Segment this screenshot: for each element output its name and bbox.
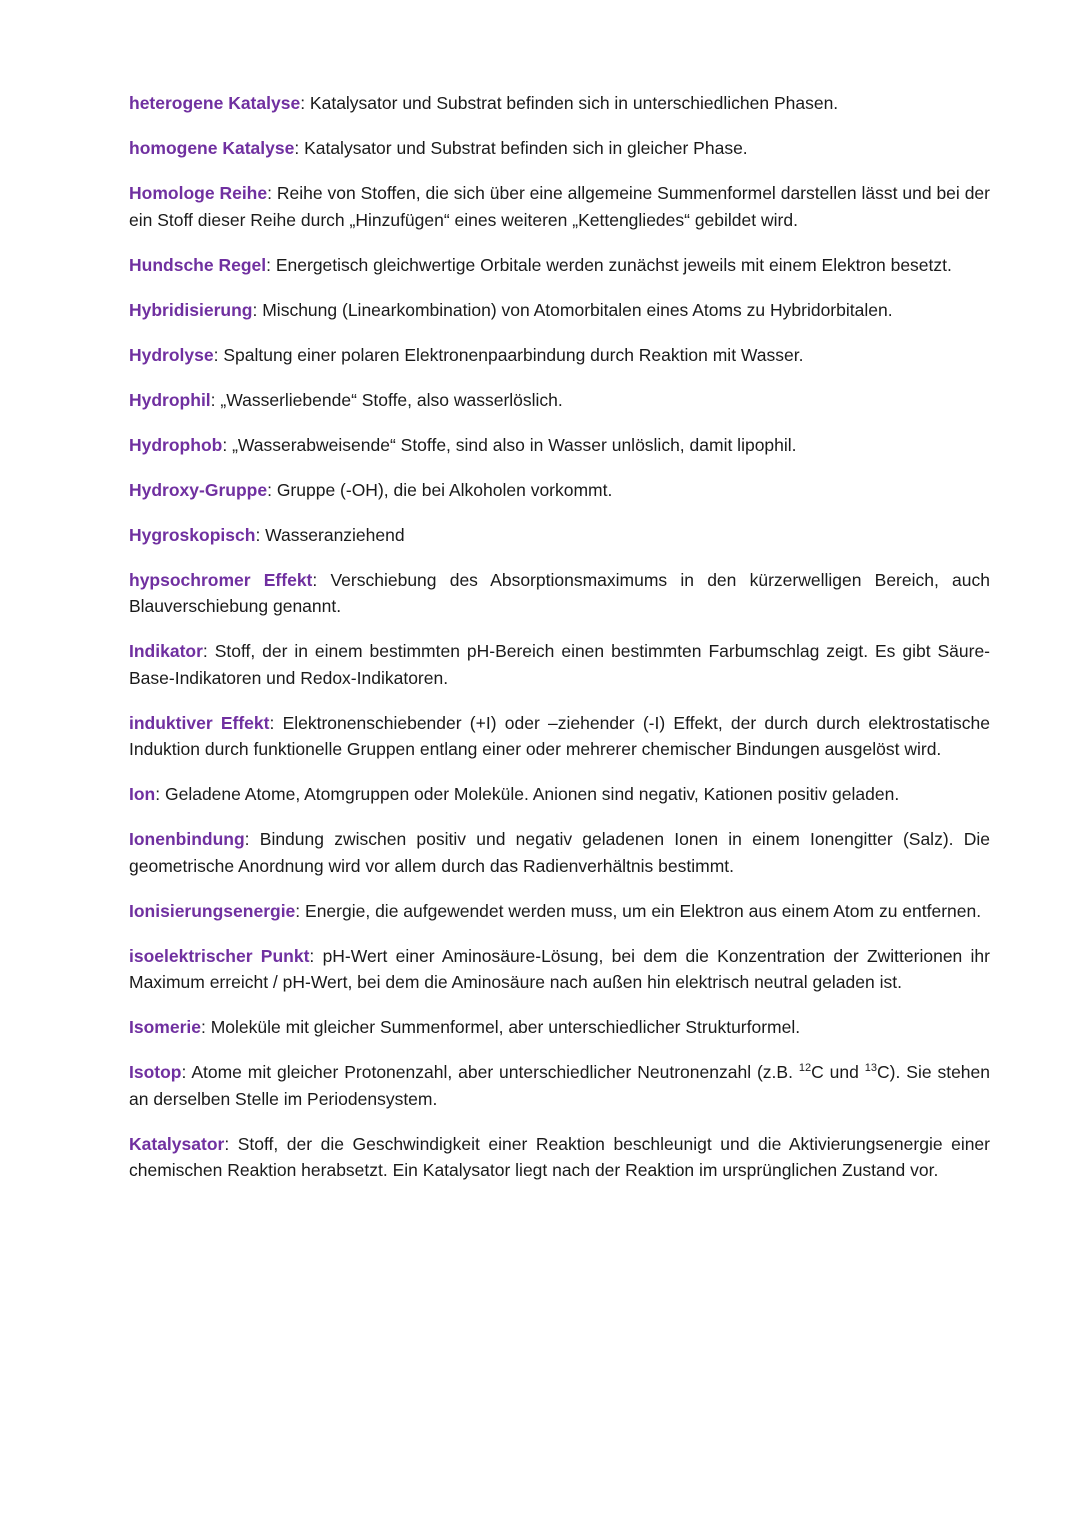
glossary-term: Hydroxy-Gruppe (129, 479, 268, 500)
glossary-entry: hypsochromer Effekt: Verschiebung des Absorptionsmaximums in den kürzerwelligen Bereich, auch Blauverschiebung genannt. (129, 569, 991, 616)
glossary-entry: homogene Katalyse: Katalysator und Substrat befinden sich in gleicher Phase. (129, 138, 748, 158)
glossary-term: Hydrolyse (129, 344, 214, 365)
glossary-definition-part: C). Sie stehen an derselben Stelle im Periodensystem. (129, 1062, 991, 1109)
glossary-term: Hundsche Regel (129, 254, 267, 275)
mass-number-superscript: 12 (798, 1062, 812, 1075)
glossary-entry: Ionenbindung: Bindung zwischen positiv und negativ geladenen Ionen in einem Ionengitter (Salz). Die geometrische Anordnung wird vor allem durch das Radienverhältnis bestimmt. (129, 829, 990, 876)
glossary-definition: Verschiebung des Absorptionsmaximums in den kürzerwelligen Bereich, auch Blauverschiebung genannt. (129, 569, 991, 616)
glossary-entry: Isomerie: Moleküle mit gleicher Summenformel, aber unterschiedlicher Strukturformel. (129, 1017, 801, 1037)
glossary-definition: „Wasserabweisende“ Stoffe, sind also in Wasser unlöslich, damit lipophil. (232, 434, 797, 455)
glossary-page (129, 90, 990, 1202)
glossary-definition: Bindung zwischen positiv und negativ geladenen Ionen in einem Ionengitter (Salz). Die geometrische Anordnung wird vor allem durch das Radienverhältnis bestimmt. (129, 829, 990, 876)
glossary-definition-part: C und (811, 1062, 865, 1082)
glossary-term: Indikator (129, 641, 203, 661)
glossary-entry: Ionisierungsenergie: Energie, die aufgewendet werden muss, um ein Elektron aus einem Atom zu entfernen. (129, 900, 982, 921)
glossary-term: Hydrophob (129, 434, 223, 455)
glossary-definition: Energetisch gleichwertige Orbitale werden zunächst jeweils mit einem Elektron besetzt. (275, 254, 952, 275)
glossary-term: induktiver Effekt (129, 712, 270, 733)
glossary-entry: Hygroskopisch: Wasseranziehend (129, 524, 405, 545)
glossary-term: Ion (129, 784, 156, 804)
glossary-entry: Katalysator: Stoff, der die Geschwindigkeit einer Reaktion beschleunigt und die Aktivierungsenergie einer chemischen Reaktion herabsetzt. Ein Katalysator liegt nach der Reaktion im ursprünglichen Zustand vor. (129, 1133, 990, 1180)
glossary-term: Isotop (129, 1062, 182, 1082)
glossary-definition: Moleküle mit gleicher Summenformel, aber unterschiedlicher Strukturformel. (210, 1017, 801, 1037)
glossary-term: Ionisierungsenergie (129, 900, 296, 921)
glossary-term: Katalysator (129, 1133, 225, 1154)
glossary-definition: Gruppe (-OH), die bei Alkoholen vorkommt. (276, 479, 613, 500)
mass-number-superscript: 13 (864, 1062, 878, 1075)
glossary-term: Hydrophil (129, 389, 211, 410)
glossary-term: heterogene Katalyse (129, 93, 301, 113)
glossary-term: Isomerie (129, 1017, 201, 1037)
glossary-entry: Hundsche Regel: Energetisch gleichwertige Orbitale werden zunächst jeweils mit einem Elektron besetzt. (129, 254, 952, 275)
glossary-definition: „Wasserliebende“ Stoffe, also wasserlöslich. (220, 389, 563, 410)
glossary-definition: Energie, die aufgewendet werden muss, um ein Elektron aus einem Atom zu entfernen. (305, 900, 982, 921)
glossary-definition-part: Atome mit gleicher Protonenzahl, aber unterschiedlicher Neutronenzahl (z.B. (191, 1062, 799, 1082)
glossary-definition: Wasseranziehend (265, 524, 405, 545)
glossary-term: hypsochromer Effekt (129, 569, 313, 590)
glossary-definition: Spaltung einer polaren Elektronenpaarbindung durch Reaktion mit Wasser. (223, 344, 804, 365)
glossary-term: homogene Katalyse (129, 138, 295, 158)
glossary-entry: Hydrolyse: Spaltung einer polaren Elektronenpaarbindung durch Reaktion mit Wasser. (129, 344, 804, 365)
glossary-definition: Elektronenschiebender (+I) oder –ziehender (-I) Effekt, der durch durch elektrostatische Induktion durch funktionelle Gruppen entlang einer oder mehrerer chemischer Bindungen ausgelöst wird. (129, 712, 990, 759)
glossary-entry: induktiver Effekt: Elektronenschiebender (+I) oder –ziehender (-I) Effekt, der durch durch elektrostatische Induktion durch funktionelle Gruppen entlang einer oder mehrerer chemischer Bindungen ausgelöst wird. (129, 712, 990, 759)
glossary-definition: Katalysator und Substrat befinden sich in gleicher Phase. (304, 138, 748, 158)
glossary-entry: Hydroxy-Gruppe: Gruppe (-OH), die bei Alkoholen vorkommt. (129, 479, 613, 500)
glossary-term: Hybridisierung (129, 299, 253, 320)
glossary-term: Hygroskopisch (129, 524, 256, 545)
glossary-term: Homologe Reihe (129, 183, 268, 203)
glossary-entry: Indikator: Stoff, der in einem bestimmten pH-Bereich einen bestimmten Farbumschlag zeigt. Es gibt Säure-Base-Indikatoren und Redox-Indikatoren. (129, 641, 991, 688)
glossary-definition: Stoff, der in einem bestimmten pH-Bereich einen bestimmten Farbumschlag zeigt. Es gibt Säure-Base-Indikatoren und Redox-Indikatoren. (129, 641, 991, 688)
glossary-definition: Reihe von Stoffen, die sich über eine allgemeine Summenformel darstellen lässt und bei der ein Stoff dieser Reihe durch „Hinzufügen“ eines weiteren „Kettengliedes“ gebildet wird. (129, 183, 990, 230)
glossary-entry: isoelektrischer Punkt: pH-Wert einer Aminosäure-Lösung, bei dem die Konzentration der Zwitterionen ihr Maximum erreicht / pH-Wert, bei dem die Aminosäure nach außen hin elektrisch neutral geladen ist. (129, 945, 990, 992)
glossary-definition: Mischung (Linearkombination) von Atomorbitalen eines Atoms zu Hybridorbitalen. (262, 299, 893, 320)
glossary-entry: Homologe Reihe: Reihe von Stoffen, die sich über eine allgemeine Summenformel darstellen lässt und bei der ein Stoff dieser Reihe durch „Hinzufügen“ eines weiteren „Kettengliedes“ gebildet wird. (129, 183, 990, 230)
glossary-definition: Stoff, der die Geschwindigkeit einer Reaktion beschleunigt und die Aktivierungsenergie einer chemischen Reaktion herabsetzt. Ein Katalysator liegt nach der Reaktion im ursprünglichen Zustand vor. (129, 1133, 990, 1180)
glossary-definition: pH-Wert einer Aminosäure-Lösung, bei dem die Konzentration der Zwitterionen ihr Maximum erreicht / pH-Wert, bei dem die Aminosäure nach außen hin elektrisch neutral geladen ist. (129, 945, 990, 992)
glossary-definition: Geladene Atome, Atomgruppen oder Moleküle. Anionen sind negativ, Kationen positiv geladen. (164, 784, 900, 804)
glossary-definition: Katalysator und Substrat befinden sich in unterschiedlichen Phasen. (309, 93, 839, 113)
glossary-entry: Isotop: Atome mit gleicher Protonenzahl, aber unterschiedlicher Neutronenzahl (z.B. $^{12}$C und $^{13}$C). Sie stehen an derselben Stelle im Periodensystem. (129, 1062, 991, 1109)
glossary-term: Ionenbindung (129, 829, 245, 849)
glossary-entry: Ion: Geladene Atome, Atomgruppen oder Moleküle. Anionen sind negativ, Kationen positiv geladen. (129, 784, 900, 804)
glossary-entry: Hydrophil: „Wasserliebende“ Stoffe, also wasserlöslich. (129, 389, 563, 410)
glossary-term: isoelektrischer Punkt (129, 945, 310, 966)
glossary-entry: Hybridisierung: Mischung (Linearkombination) von Atomorbitalen eines Atoms zu Hybridorbitalen. (129, 299, 893, 320)
glossary-entry: Hydrophob: „Wasserabweisende“ Stoffe, sind also in Wasser unlöslich, damit lipophil. (129, 434, 797, 455)
glossary-entry: heterogene Katalyse: Katalysator und Substrat befinden sich in unterschiedlichen Phasen. (129, 93, 839, 113)
